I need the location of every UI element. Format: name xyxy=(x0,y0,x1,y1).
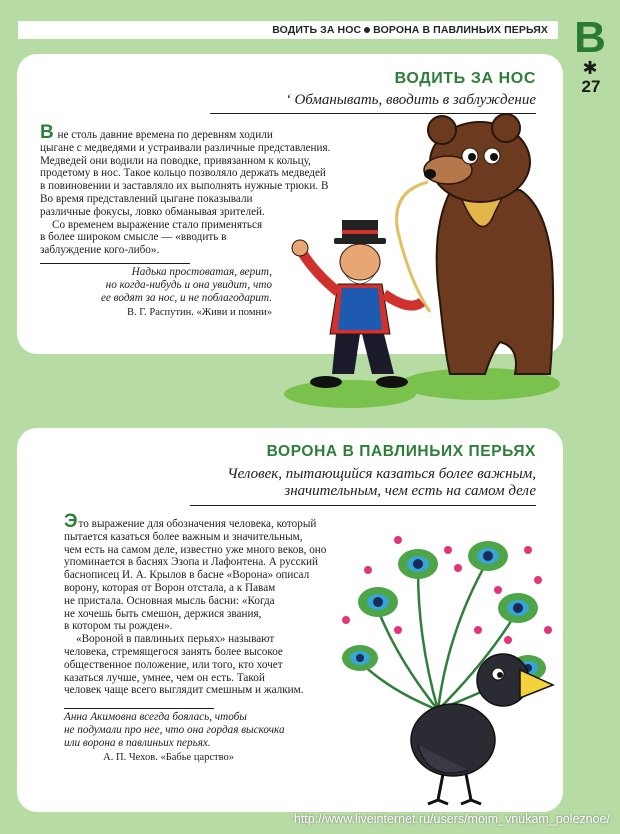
header-bar xyxy=(18,21,558,39)
quote-rule xyxy=(40,263,190,264)
body-line: общественное положение, или того, кто хочет xyxy=(64,658,283,671)
entry-meaning xyxy=(230,92,536,109)
quote-rule xyxy=(64,708,214,709)
heading-rule xyxy=(190,505,536,506)
meaning-line: значительным, чем есть на самом деле xyxy=(284,483,536,499)
body-line: человека, стремящегося занять более высокое xyxy=(64,645,283,658)
entry-quote xyxy=(40,266,272,305)
body-line: В не столь давние времена по деревням ходили xyxy=(40,122,273,143)
quote-line: не подумали про нее, что она гордая выскочка xyxy=(64,724,285,736)
body-line: не хочешь быть смешон, держися звания, xyxy=(64,607,262,620)
body-line: заблуждение кого-либо». xyxy=(40,244,160,257)
footer-url[interactable]: http://www.liveinternet.ru/users/moim_vnukam_poleznoe/ xyxy=(293,812,610,826)
body-line: упоминается в баснях Эзопа и Лафонтена. А русский xyxy=(64,556,319,569)
body-line: баснописец И. А. Крылов в басне «Ворона» описал xyxy=(64,569,310,582)
quote-line: ее водят за нос, и не поблагодарит. xyxy=(100,292,272,304)
body-line: продетому в нос. Такое кольцо позволяло держать медведей xyxy=(40,167,326,180)
body-line: в более широком смысле — «вводить в xyxy=(40,231,227,244)
body-line: пытается казаться более важным и значительным, xyxy=(64,530,303,543)
star-icon: ✱ xyxy=(582,58,598,78)
quote-source: А. П. Чехов. «Бабье царство» xyxy=(103,752,234,763)
body-line: не пристала. Основная мысль басни: «Когда xyxy=(64,594,275,607)
entry-meaning-text: Обманывать, вводить в заблуждение xyxy=(294,92,536,108)
entry-meaning xyxy=(160,466,536,500)
meaning-line: Человек, пытающийся казаться более важным, xyxy=(227,466,536,482)
page-number: 27 xyxy=(581,77,601,96)
header-bullet-icon xyxy=(364,27,370,33)
quote-line: но когда-нибудь и она увидит, что xyxy=(105,279,272,291)
body-line: Во время представлений цыгане показывали xyxy=(40,192,253,205)
section-letter: В xyxy=(574,13,606,62)
gypsy-bear-illustration xyxy=(280,112,580,417)
entry-quote xyxy=(64,711,354,750)
body-line: в повиновении и заставляло их выполнять нужные трюки. В xyxy=(40,180,329,193)
quote-source: В. Г. Распутин. «Живи и помни» xyxy=(126,307,272,318)
drop-cap: В xyxy=(40,122,54,143)
entry-heading: ВОРОНА В ПАВЛИНЬИХ ПЕРЬЯХ xyxy=(266,443,536,460)
body-line: различные фокусы, ловко обманывая зрителей. xyxy=(40,205,265,218)
body-line: казаться лучше, умнее, чем он есть. Такой xyxy=(64,671,265,684)
crow-peacock-illustration xyxy=(338,520,558,810)
body-line: цыгане с медведями и устраивали различные представления. xyxy=(40,141,331,154)
body-line: ворону, которая от Ворон отстала, а к Павам xyxy=(64,581,276,594)
header-left-title: ВОДИТЬ ЗА НОС xyxy=(272,24,362,36)
body-line: в котором ты рожден». xyxy=(64,620,173,633)
entry-heading: ВОДИТЬ ЗА НОС xyxy=(394,70,536,87)
body-line: человек чаще всего выглядит смешным и жалким. xyxy=(64,684,304,697)
apostrophe-mark: ‘ xyxy=(285,92,295,108)
drop-cap: Э xyxy=(64,511,78,532)
body-line: Это выражение для обозначения человека, который xyxy=(64,511,317,532)
body-line: чем есть на самом деле, известно уже много веков, оно xyxy=(64,543,327,556)
body-line: Медведей они водили на поводке, привязанном к кольцу, xyxy=(40,154,311,167)
header-right-title: ВОРОНА В ПАВЛИНЬИХ ПЕРЬЯХ xyxy=(373,24,548,36)
body-line: «Вороной в павлиньих перьях» называют xyxy=(76,633,275,646)
body-line: Со временем выражение стало применяться xyxy=(52,218,263,231)
quote-line: Надька простоватая, верит, xyxy=(131,266,272,278)
quote-line: или ворона в павлиньих перьях. xyxy=(64,737,211,749)
quote-line: Анна Акимовна всегда боялась, чтобы xyxy=(64,711,247,723)
